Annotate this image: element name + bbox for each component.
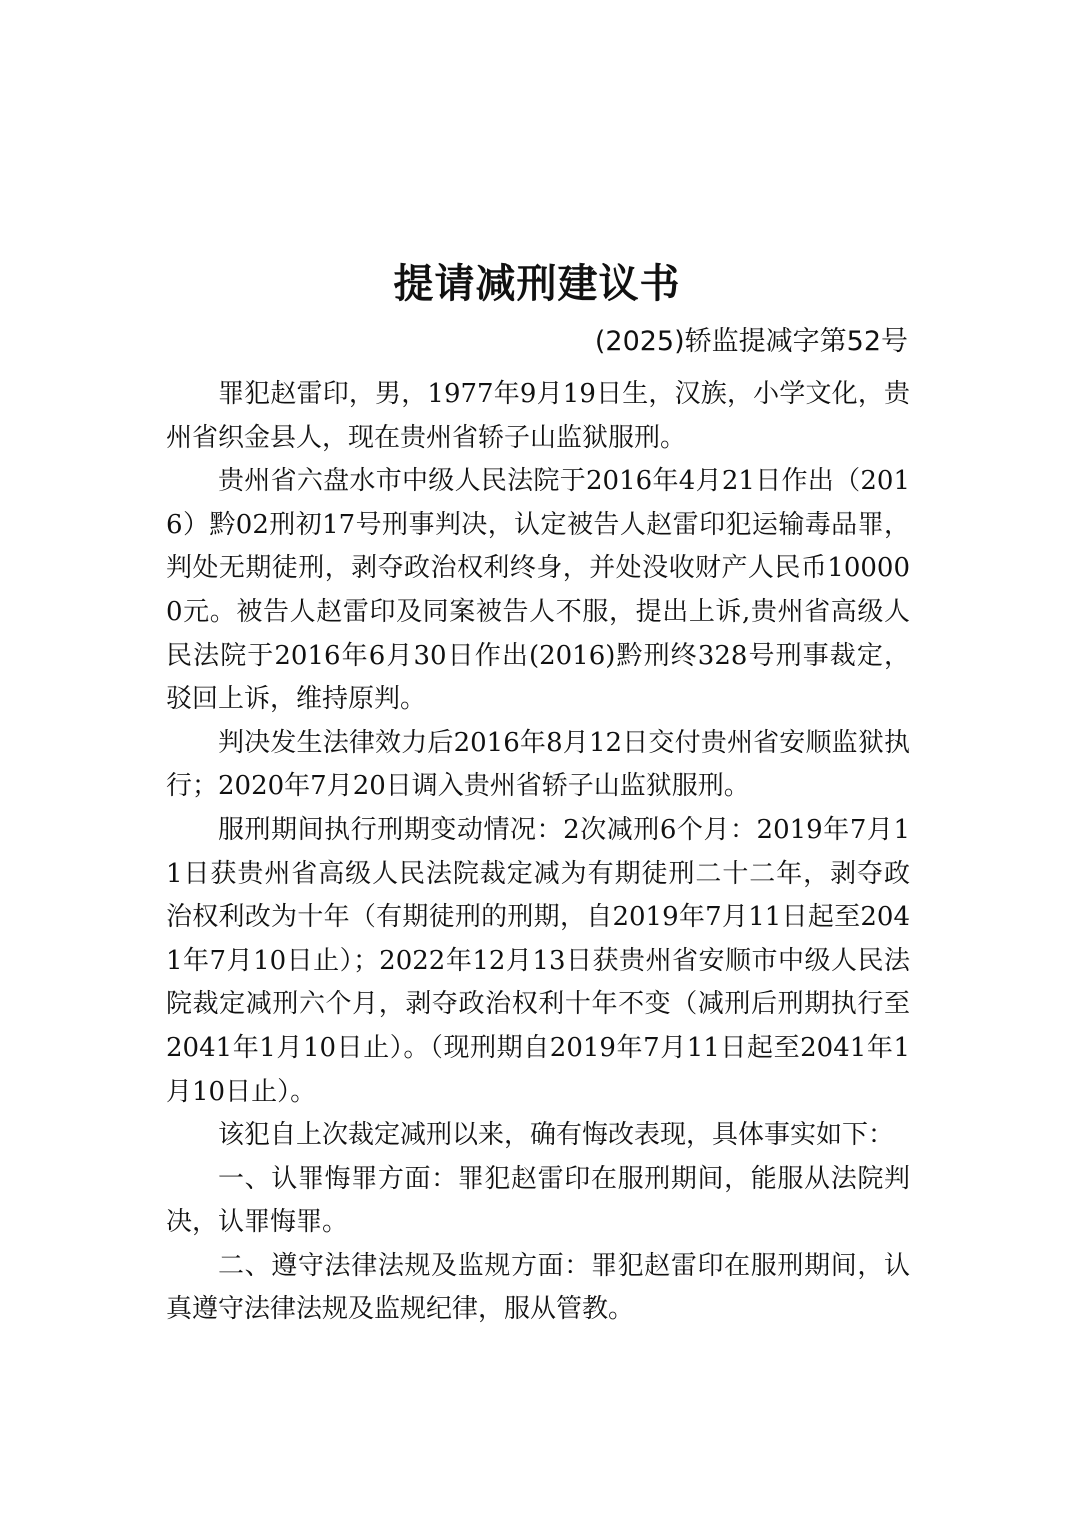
paragraph-execution: 判决发生法律效力后2016年8月12日交付贵州省安顺监狱执行；2020年7月20日调入贵州省轿子山监狱服刑。 <box>166 727 910 802</box>
document-number: (2025)轿监提减字第52号 <box>594 326 908 357</box>
paragraph-admission-of-guilt: 一、认罪悔罪方面：罪犯赵雷印在服刑期间，能服从法院判决，认罪悔罪。 <box>166 1163 910 1238</box>
paragraph-repentance-intro: 该犯自上次裁定减刑以来，确有悔改表现，具体事实如下： <box>218 1120 895 1151</box>
paragraph-law-compliance: 二、遵守法律法规及监规方面：罪犯赵雷印在服刑期间，认真遵守法律法规及监规纪律，服从管教。 <box>166 1250 910 1325</box>
paragraph-sentence-changes: 服刑期间执行刑期变动情况：2次减刑6个月：2019年7月11日获贵州省高级人民法院裁定减为有期徒刑二十二年，剥夺政治权利改为十年（有期徒刑的刑期，自2019年7月11日起至2041年7月10日止）；2022年12月13日获贵州省安顺市中级人民法院裁定减刑六个月，剥夺政治权利十年不变（减刑后刑期执行至2041年1月10日止）。（现刑期自2019年7月11日起至2041年1月10日止）。 <box>166 814 910 1107</box>
paragraph-original-judgment: 贵州省六盘水市中级人民法院于2016年4月21日作出（2016）黔02刑初17号刑事判决，认定被告人赵雷印犯运输毒品罪，判处无期徒刑，剥夺政治权利终身，并处没收财产人民币100000元。被告人赵雷印及同案被告人不服，提出上诉,贵州省高级人民法院于2016年6月30日作出(2016)黔刑终328号刑事裁定，驳回上诉，维持原判。 <box>166 466 910 715</box>
document-title: 提请减刑建议书 <box>393 260 681 307</box>
paragraph-prisoner-info: 罪犯赵雷印，男，1977年9月19日生，汉族，小学文化，贵州省织金县人，现在贵州省轿子山监狱服刑。 <box>166 379 910 453</box>
document-body <box>166 373 910 1332</box>
